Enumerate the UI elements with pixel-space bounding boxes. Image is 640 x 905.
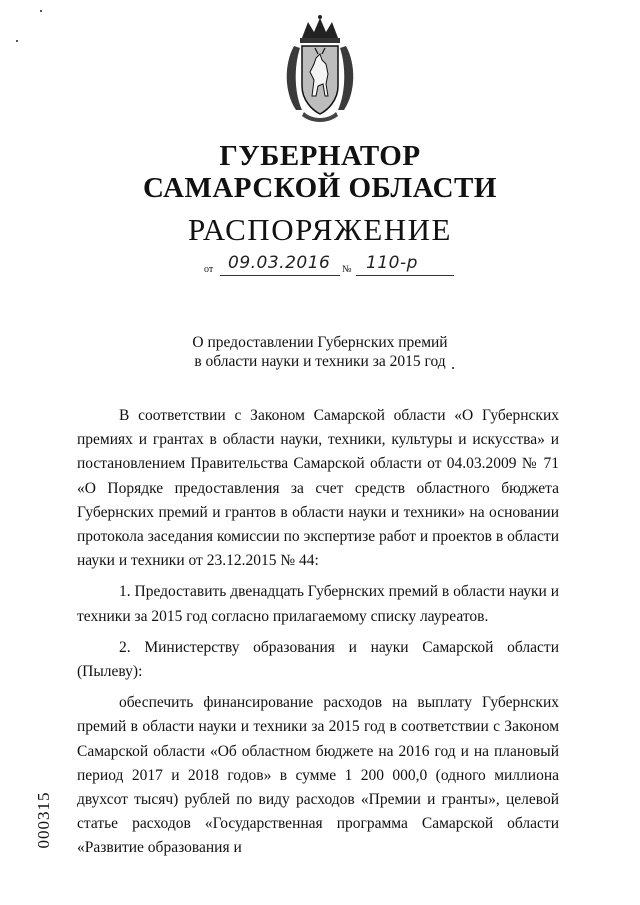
document-body	[77, 404, 559, 861]
number-underline	[356, 275, 454, 276]
registration-stamp	[34, 770, 54, 870]
issuer-title-line1: ГУБЕРНАТОР	[219, 140, 421, 172]
scan-speck	[40, 10, 42, 12]
issuer-title-line2: САМАРСКОЙ ОБЛАСТИ	[143, 172, 497, 204]
subject-line1: О предоставлении Губернских премий	[192, 334, 448, 351]
document-subject	[0, 333, 640, 371]
date-label: от	[204, 264, 214, 275]
coat-of-arms-icon	[280, 14, 360, 124]
body-paragraph-item2: 2. Министерству образования и науки Самарской области (Пылеву):	[77, 638, 559, 681]
number-label: №	[342, 264, 352, 275]
scan-speck	[16, 40, 18, 42]
scan-speck	[452, 367, 454, 369]
body-paragraph-preamble: В соответствии с Законом Самарской области «О Губернских премиях и грантах в области науки, техники, культуры и искусства» и постановлением Правительства Самарской области от 04.03.2009 № 71 «О Порядке предоставления за счет средств областного бюджета Губернских премий и грантов в области науки и техники» на основании протокола заседания комиссии по экспертизе работ и проектов в области науки и техники от 23.12.2015 № 44:	[77, 407, 559, 570]
subject-line2: в области науки и техники за 2015 год	[194, 353, 446, 370]
body-paragraph-item1: 1. Предоставить двенадцать Губернских премий в области науки и техники за 2015 год согласно прилагаемому списку лауреатов.	[77, 583, 559, 625]
stamp-number: 000315	[34, 791, 53, 849]
document-type: РАСПОРЯЖЕНИЕ	[188, 212, 452, 247]
order-number: 110-р	[366, 253, 418, 273]
order-date: 09.03.2016	[228, 253, 331, 273]
order-date-number	[204, 255, 464, 279]
body-paragraph-item2-detail: обеспечить финансирование расходов на выплату Губернских премий в области науки и техники за 2015 год в соответствии с Законом Самарской области «Об областном бюджете на 2016 год и на плановый период 2017 и 2018 годов» в сумме 1 200 000,0 (одного миллиона двухсот тысяч) рублей по виду расходов «Премии и гранты», целевой статье расходов «Государственная программа Самарской области «Развитие образования и	[77, 694, 559, 857]
date-underline	[220, 275, 340, 276]
